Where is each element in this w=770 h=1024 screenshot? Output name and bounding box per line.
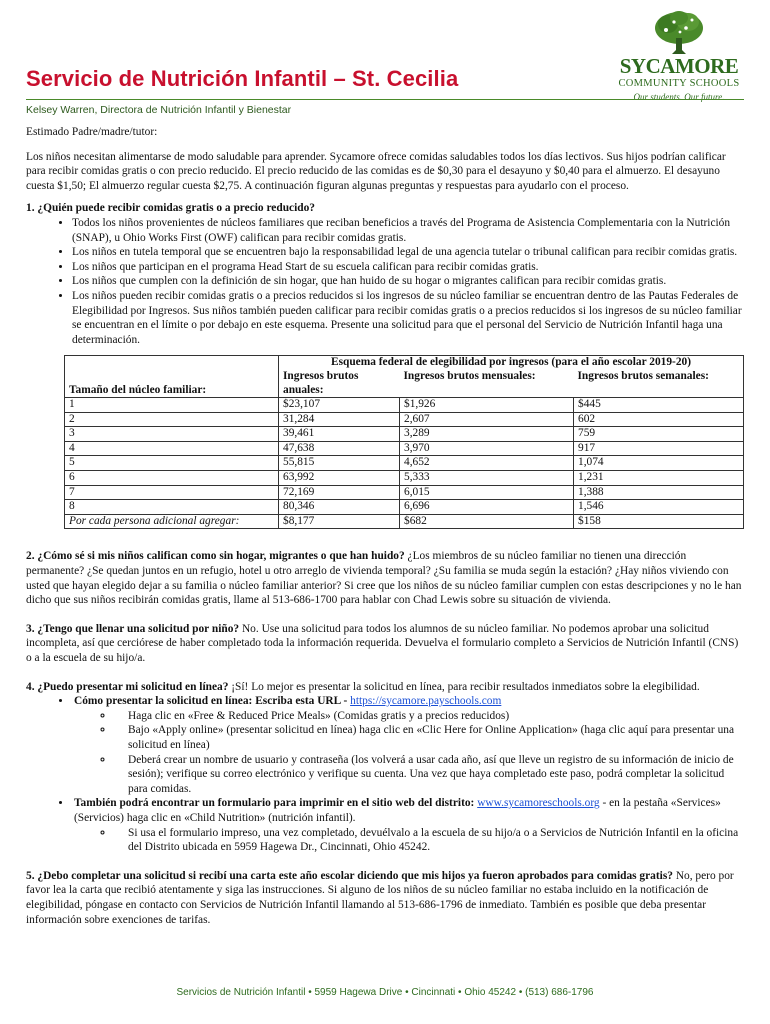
table-row xyxy=(65,412,744,427)
q4-heading: 4. ¿Puedo presentar mi solicitud en línea? xyxy=(26,680,229,693)
q4-options xyxy=(26,694,744,855)
tree-icon xyxy=(652,10,706,58)
row-size: 5 xyxy=(65,456,279,471)
row-weekly: 1,074 xyxy=(574,456,744,471)
list-item: • Los niños que cumplen con la definición de sin hogar, que han huido de su hogar o migrantes califican para recibir comidas gratis. xyxy=(72,274,744,289)
table-row xyxy=(65,441,744,456)
row-annual: 80,346 xyxy=(279,500,400,515)
q3-body: No. Use una solicitud para todos los alumnos de su núcleo familiar. No podemos aprobar una solicitud incompleta, así que cerciórese de haber completado toda la información requerida. Devuelva el formulario completo a Servicios de Nutrición Infantil (CNS) o a la escuela de su hijo/a. xyxy=(26,622,739,664)
logo-name: SYCAMORE xyxy=(619,54,739,78)
table-row-additional xyxy=(65,514,744,529)
q2-body: ¿Los miembros de su núcleo familiar no tienen una dirección permanente? ¿Se quedan juntos en un refugio, hotel u otro arreglo de vivienda temporal? ¿Su familia se muda según la estación? ¿Hay niños viviendo con usted que hayan elegido dejar a su familia o núcleo familiar anterior? Si cree que los niños de su núcleo familiar cumplen con estas descripciones y no le han dicho que sus niños recibirán comidas gratis, llame al 513-686-1700 para hablar con Chad Lewis sobre su situación de vivienda. xyxy=(26,550,742,607)
q5-heading: 5. ¿Debo completar una solicitud si recibí una carta este año escolar diciendo que mis hijos ya fueron aprobados para comidas gratis? xyxy=(26,869,673,882)
letter-body xyxy=(26,125,744,927)
col-header-size: Tamaño del núcleo familiar: xyxy=(65,356,279,398)
row-annual: 39,461 xyxy=(279,427,400,442)
row-monthly: 3,289 xyxy=(400,427,574,442)
additional-monthly: $682 xyxy=(400,514,574,529)
income-eligibility-table xyxy=(64,355,744,529)
col-header-monthly: Ingresos brutos mensuales: xyxy=(400,370,574,398)
row-weekly: 917 xyxy=(574,441,744,456)
table-row xyxy=(65,500,744,515)
list-item: • Los niños en tutela temporal que se encuentren bajo la responsabilidad legal de una agencia tutelar o tribunal califican para recibir comidas gratis. xyxy=(72,245,744,260)
row-annual: $23,107 xyxy=(279,398,400,413)
logo-subtitle: COMMUNITY SCHOOLS xyxy=(618,78,740,89)
district-website-link[interactable]: www.sycamoreschools.org xyxy=(477,797,600,810)
row-weekly: 1,231 xyxy=(574,471,744,486)
row-weekly: 1,388 xyxy=(574,485,744,500)
row-weekly: 1,546 xyxy=(574,500,744,515)
print-steps xyxy=(74,826,744,855)
q3-paragraph xyxy=(26,622,744,666)
row-monthly: 2,607 xyxy=(400,412,574,427)
col-header-weekly: Ingresos brutos semanales: xyxy=(574,370,744,398)
list-item: ◦ Bajo «Apply online» (presentar solicitud en línea) haga clic en «Clic Here for Online Application» (haga clic aquí para presentar una solicitud en línea) xyxy=(114,723,744,752)
list-item xyxy=(72,694,744,796)
page-title: Servicio de Nutrición Infantil – St. Cecilia xyxy=(26,66,459,91)
q4-paragraph xyxy=(26,680,744,695)
row-size: 3 xyxy=(65,427,279,442)
q1-heading: 1. ¿Quién puede recibir comidas gratis o a precio reducido? xyxy=(26,202,315,215)
q1-bullets xyxy=(26,216,744,347)
table-row xyxy=(65,427,744,442)
additional-annual: $8,177 xyxy=(279,514,400,529)
row-monthly: 3,970 xyxy=(400,441,574,456)
logo-tagline: Our students. Our future. xyxy=(633,92,725,102)
row-annual: 72,169 xyxy=(279,485,400,500)
sycamore-logo xyxy=(614,10,744,102)
list-item: ◦ Deberá crear un nombre de usuario y contraseña (los volverá a usar cada año, así que lleve un registro de su información de inicio de sesión); verifique su correo electrónico y verifique su cuenta. Una vez que haya completado este paso, podrá completar la solicitud para comidas. xyxy=(114,753,744,797)
print-tail: - en la pestaña «Services» (Servicios) haga clic en «Child Nutrition» (nutrición infantil). xyxy=(74,797,721,824)
q5-paragraph xyxy=(26,869,744,927)
row-annual: 55,815 xyxy=(279,456,400,471)
row-annual: 63,992 xyxy=(279,471,400,486)
col-header-annual: Ingresos brutos anuales: xyxy=(279,370,400,398)
list-item: • Los niños que participan en el programa Head Start de su escuela califican para recibir comidas gratis. xyxy=(72,260,744,275)
print-lead: También podrá encontrar un formulario para imprimir en el sitio web del distrito: xyxy=(74,797,478,810)
q5-body: No, pero por favor lea la carta que recibió atentamente y siga las instrucciones. Si alguno de los niños de su núcleo familiar no estaba incluido en la notificación de elegibilidad, póngase en contacto con Servicios de Nutrición Infantil llamando al 513-686-1796 de inmediato. También es posible que deba presentar información sobre exenciones de tarifas. xyxy=(26,869,734,926)
row-monthly: $1,926 xyxy=(400,398,574,413)
list-item: • Todos los niños provenientes de núcleos familiares que reciban beneficios a través del Programa de Asistencia Complementaria con la Nutrición (SNAP), u Ohio Works First (OWF) califican para recibir comidas gratis. xyxy=(72,216,744,245)
greeting: Estimado Padre/madre/tutor: xyxy=(26,126,158,138)
table-body xyxy=(65,398,744,515)
row-monthly: 6,696 xyxy=(400,500,574,515)
q2-heading: 2. ¿Cómo sé si mis niños califican como sin hogar, migrantes o que han huido? xyxy=(26,550,405,563)
row-weekly: 759 xyxy=(574,427,744,442)
online-steps xyxy=(74,709,744,797)
table-row xyxy=(65,398,744,413)
payschools-link[interactable]: https://sycamore.payschools.com xyxy=(350,695,502,708)
list-item: • Los niños pueden recibir comidas gratis o a precios reducidos si los ingresos de su núcleo familiar se encuentran dentro de las Pautas Federales de Elegibilidad por Ingresos. Sus niños también pueden calificar para recibir comidas gratis o a precios reducidos si los ingresos de su núcleo familiar se encuentran en el límite o por debajo en este esquema. Presente una solicitud para que el personal del Servicio de Nutrición Infantil haga una determinación. xyxy=(72,289,744,347)
list-item: ◦ Si usa el formulario impreso, una vez completado, devuélvalo a la escuela de su hijo/a o a Servicios de Nutrición Infantil en la oficina del Distrito ubicada en 5959 Hagewa Dr., Cincinnati, Ohio 45242. xyxy=(114,826,744,855)
row-size: 4 xyxy=(65,441,279,456)
row-weekly: $445 xyxy=(574,398,744,413)
row-size: 6 xyxy=(65,471,279,486)
row-monthly: 5,333 xyxy=(400,471,574,486)
list-item xyxy=(72,796,744,854)
table-row xyxy=(65,456,744,471)
row-size: 8 xyxy=(65,500,279,515)
row-annual: 47,638 xyxy=(279,441,400,456)
row-size: 1 xyxy=(65,398,279,413)
table-row xyxy=(65,471,744,486)
row-size: 2 xyxy=(65,412,279,427)
intro-paragraph: Los niños necesitan alimentarse de modo saludable para aprender. Sycamore ofrece comidas saludables todos los días lectivos. Sus hijos podrían calificar para recibir comidas gratis o con precio reducido. El precio reducido de las comidas es de $0,30 para el desayuno y $0,40 para el almuerzo. El desayuno cuesta $1,50; El almuerzo regular cuesta $2,75. A continuación figuran algunas preguntas y respuestas para ayudarlo con el proceso. xyxy=(26,150,726,192)
q4-body: ¡Sí! Lo mejor es presentar la solicitud en línea, para recibir resultados inmediatos sobre la elegibilidad. xyxy=(228,680,700,693)
q2-paragraph xyxy=(26,549,744,607)
author-line: Kelsey Warren, Directora de Nutrición Infantil y Bienestar xyxy=(26,104,292,116)
header-divider xyxy=(26,99,744,100)
row-size: 7 xyxy=(65,485,279,500)
table-caption: Esquema federal de elegibilidad por ingresos (para el año escolar 2019-20) xyxy=(279,356,744,370)
list-item: ◦ Haga clic en «Free & Reduced Price Meals» (Comidas gratis y a precios reducidos) xyxy=(114,709,744,724)
footer-address: Servicios de Nutrición Infantil • 5959 Hagewa Drive • Cincinnati • Ohio 45242 • (513) 686-1796 xyxy=(176,987,594,998)
online-lead: Cómo presentar la solicitud en línea: Escriba esta URL - xyxy=(74,695,351,708)
row-monthly: 4,652 xyxy=(400,456,574,471)
row-monthly: 6,015 xyxy=(400,485,574,500)
q4-section xyxy=(26,680,744,855)
row-weekly: 602 xyxy=(574,412,744,427)
additional-label: Por cada persona adicional agregar: xyxy=(65,514,279,529)
q3-heading: 3. ¿Tengo que llenar una solicitud por niño? xyxy=(26,622,240,635)
additional-weekly: $158 xyxy=(574,514,744,529)
row-annual: 31,284 xyxy=(279,412,400,427)
table-row xyxy=(65,485,744,500)
